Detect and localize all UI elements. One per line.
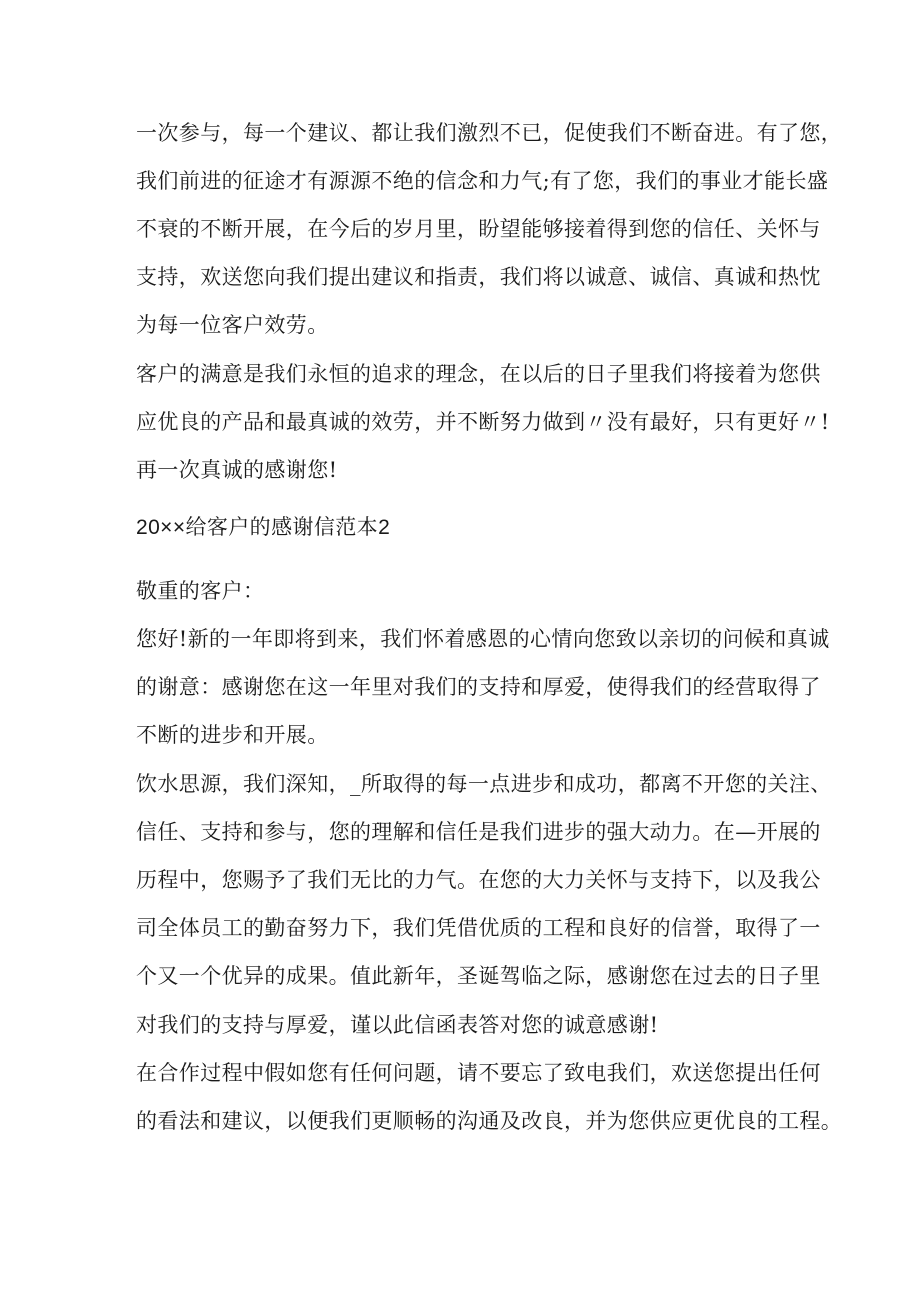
section-heading: 20××给客户的感谢信范本2	[136, 516, 391, 539]
paragraph-line: 客户的满意是我们永恒的追求的理念，在以后的日子里我们将接着为您供	[136, 362, 821, 386]
paragraph-line: 为每一位客户效劳。	[136, 313, 329, 337]
paragraph-line: 信任、支持和参与，您的理解和信任是我们进步的强大动力。在—开展的	[136, 820, 821, 844]
salutation-line: 敬重的客户：	[136, 579, 265, 603]
paragraph-line: 的谢意：感谢您在这一年里对我们的支持和厚爱，使得我们的经营取得了	[136, 675, 821, 699]
paragraph-line: 对我们的支持与厚爱，谨以此信函表答对您的诚意感谢!	[136, 1013, 659, 1037]
paragraph-line: 不衰的不断开展，在今后的岁月里，盼望能够接着得到您的信任、关怀与	[136, 217, 821, 241]
paragraph-line: 我们前进的征途才有源源不绝的信念和力气;有了您，我们的事业才能长盛	[136, 169, 829, 193]
paragraph-line: 的看法和建议，以便我们更顺畅的沟通及改良，并为您供应更优良的工程。	[136, 1109, 843, 1133]
paragraph-line: 个又一个优异的成果。值此新年，圣诞驾临之际，感谢您在过去的日子里	[136, 964, 821, 988]
paragraph-line: 司全体员工的勤奋努力下，我们凭借优质的工程和良好的信誉，取得了一	[136, 916, 821, 940]
paragraph-line: 在合作过程中假如您有任何问题，请不要忘了致电我们，欢送您提出任何	[136, 1061, 821, 1085]
paragraph-line: 不断的进步和开展。	[136, 723, 329, 747]
paragraph-line: 您好!新的一年即将到来，我们怀着感恩的心情向您致以亲切的问候和真诚	[136, 627, 830, 651]
paragraph-line: 支持，欢送您向我们提出建议和指责，我们将以诚意、诚信、真诚和热忱	[136, 265, 821, 289]
paragraph-line: 一次参与，每一个建议、都让我们激烈不已，促使我们不断奋进。有了您，	[136, 121, 843, 145]
paragraph-line: 再一次真诚的感谢您!	[136, 458, 338, 482]
paragraph-line: 饮水思源，我们深知，_所取得的每一点进步和成功，都离不开您的关注、	[136, 772, 832, 796]
paragraph-line: 应优良的产品和最真诚的效劳，并不断努力做到〃没有最好，只有更好〃!	[136, 410, 830, 434]
paragraph-line: 历程中，您赐予了我们无比的力气。在您的大力关怀与支持下，以及我公	[136, 868, 821, 892]
